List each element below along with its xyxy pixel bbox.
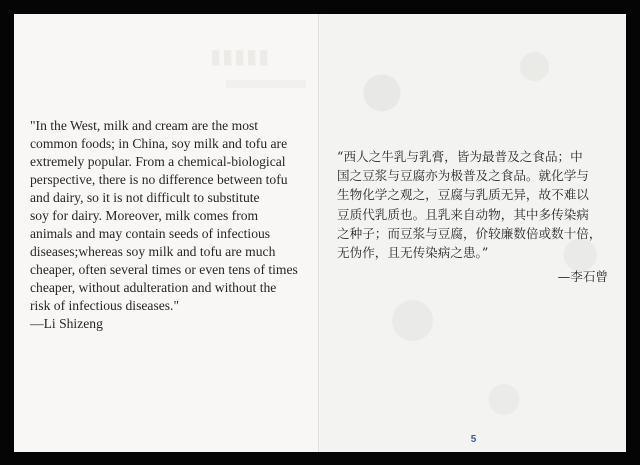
right-page [321,14,626,452]
chinese-attribution: —李石曾 [557,269,608,284]
page-number: 5 [470,434,477,445]
show-through-title: ▮▮▮▮▮ [210,44,271,68]
left-page [14,14,319,452]
english-quote: "In the West, milk and cream are the most common foods; in China, soy milk and tofu are extremely popular. From a chemical-biological perspective, there is no difference between tofu and dairy, so it is not difficult to substitute soy for dairy. Moreover, milk comes from animals and may contain seeds of infectious diseases;whereas soy milk and tofu are much cheaper, often several times or even tens of times cheaper, without adulteration and without the risk of infectious diseases." [30,118,298,313]
show-through-subtitle [226,80,306,88]
chinese-quote: “西人之牛乳与乳膏，皆为最普及之食品；中 国之豆浆与豆腐亦为极普及之食品。就化学与 生物化学之观之，豆腐与乳质无异，故不难以 豆质代乳质也。且乳来自动物，其中多传染病 之种子；而豆浆与豆腐，价较廉数倍或数十倍， 无伪作，且无传染病之患。” [337,149,602,261]
english-attribution: —Li Shizeng [30,316,103,331]
